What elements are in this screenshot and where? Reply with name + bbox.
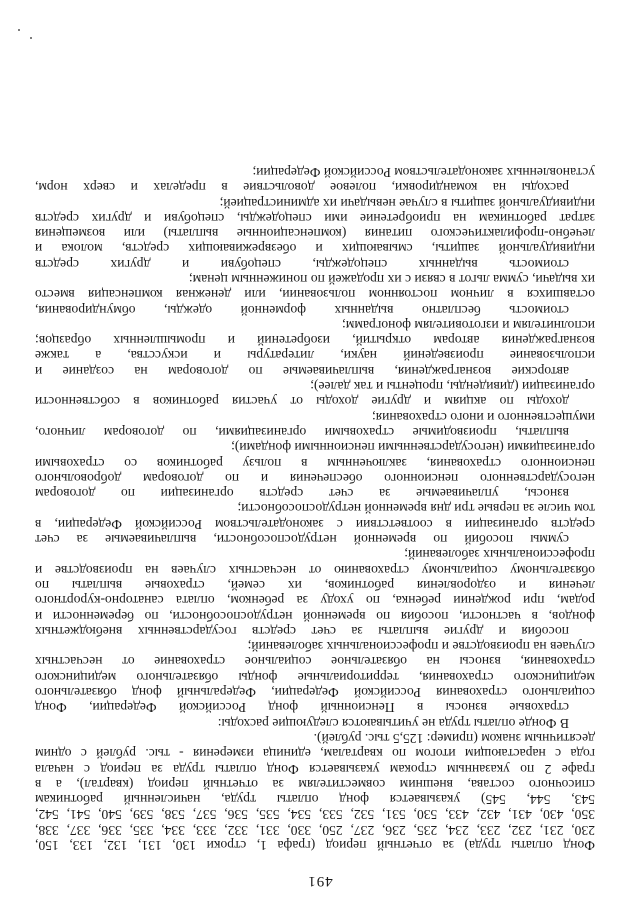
text-line: графе 2 по указанным строкам указывается Фонд оплаты труда за период с начала — [35, 761, 595, 777]
text-line: фондов, в частности, пособия по временной нетрудоспособности, по беременности и — [35, 608, 595, 624]
text-line: вознаграждения авторам открытий, изобретений и промышленных образцов; — [35, 333, 595, 349]
text-line: обязательному социальному страхованию от несчастных случаев на производстве и — [35, 562, 595, 578]
text-line: страховые взносы в Пенсионный фонд Российской Федерации, Фонд — [35, 700, 569, 716]
text-line: индивидуальной защиты в случае невыдачи их администрацией; — [219, 195, 595, 211]
text-line: организациями (негосударственными пенсионными фондами); — [231, 440, 595, 456]
text-line: профессиональных заболеваний; — [404, 547, 595, 563]
text-line: их выдачи, сумма льгот в связи с их продажей по пониженным ценам; — [188, 272, 595, 288]
text-line: том числе за первые три дня временной нетрудоспособности; — [237, 501, 595, 517]
text-line: списочного состава, внешним совместителям за отчетный период (квартал), а в — [35, 776, 595, 792]
text-line: лечебно-профилактического питания (компенсационные выплаты) или возмещения — [35, 226, 595, 242]
text-line: случаев на производстве и профессиональных заболеваний; — [247, 639, 595, 655]
text-line: индивидуальной защиты, смывающих и обезвреживающих средств, молока и — [35, 241, 595, 257]
text-line: стоимость бесплатно выданных форменной одежды, обмундирования, — [35, 302, 569, 318]
text-line: В Фонде оплаты труда не учитываются следующие расходы: — [217, 715, 569, 731]
scan-speck — [30, 37, 32, 39]
text-line: года с нарастающим итогом по кварталам, единица измерения - тыс. рублей с одним — [35, 746, 595, 762]
text-line: суммы пособий по временной нетрудоспособности, выплачиваемые за счет — [35, 532, 569, 548]
body-text — [35, 165, 595, 853]
text-line: социального страхования Российской Федерации, Федеральный фонд обязательного — [35, 685, 595, 701]
text-line: расходы на командировки, полевое довольствие в пределах и сверх норм, — [35, 180, 569, 196]
text-line: страхования, взносы на обязательное социальное страхование от несчастных — [35, 654, 595, 670]
text-line: пособия и другие выплаты за счет средств государственных внебюджетных — [35, 623, 569, 639]
text-line: затрат работникам на приобретение ими спецодежды, спецобуви и других средств — [35, 210, 595, 226]
text-line: имущественного и иного страхования; — [372, 409, 595, 425]
text-line: использование произведений науки, литературы и искусства, а также — [35, 348, 595, 364]
text-line: пенсионного страхования, заключенным в пользу работников со страховыми — [35, 455, 595, 471]
page-number: 491 — [307, 873, 333, 889]
text-line: лечения и оздоровления работников, их семей, страховые выплаты по — [35, 577, 595, 593]
text-line: 230, 231, 232, 233, 234, 235, 236, 237, 250, 330, 331, 332, 333, 334, 335, 336, 337, 338, — [35, 822, 595, 838]
scan-speck — [18, 29, 20, 31]
text-line: выплаты, производимые страховыми организациями, по договорам личного, — [35, 424, 569, 440]
text-line: доходы по акциям и другие доходы от участия работников в собственности — [35, 394, 569, 410]
text-line: родам, при рождении ребенка, по уходу за ребенком, оплата санаторно-курортного — [35, 593, 595, 609]
text-line: медицинского страхования, территориальные фонды обязательного медицинского — [35, 669, 595, 685]
text-line: средств организации в соответствии с законодательством Российской Федерации, в — [35, 516, 595, 532]
text-line: Фонд оплаты труда) за отчетный период (графа 1, строки 130, 131, 132, 133, 150, — [35, 838, 595, 853]
text-line: оставшихся в личном постоянном пользовании, или денежная компенсация вместо — [35, 287, 595, 303]
text-line: организации (дивиденды, проценты и так далее); — [310, 379, 595, 395]
text-line: взносы, уплачиваемые за счет средств организации по договорам — [35, 486, 569, 502]
text-line: негосударственного пенсионного обеспечения и по договорам добровольного — [35, 470, 595, 486]
text-line: десятичным знаком (пример: 125,5 тыс. рублей). — [313, 730, 595, 746]
text-line: 543, 544, 545) указывается фонд оплаты труда, начисленный работникам — [35, 792, 595, 808]
text-line: установленных законодательством Российской Федерации; — [252, 164, 595, 180]
text-line: исполнителям и изготовителям фонограмм; — [341, 317, 595, 333]
text-line: 350, 430, 431, 432, 433, 530, 531, 532, 533, 534, 535, 536, 537, 538, 539, 540, 541, 542, — [35, 807, 595, 823]
text-line: стоимость выданных спецодежды, спецобуви и других средств — [35, 256, 569, 272]
text-line: авторские вознаграждения, выплачиваемые по договорам на создание и — [35, 363, 569, 379]
